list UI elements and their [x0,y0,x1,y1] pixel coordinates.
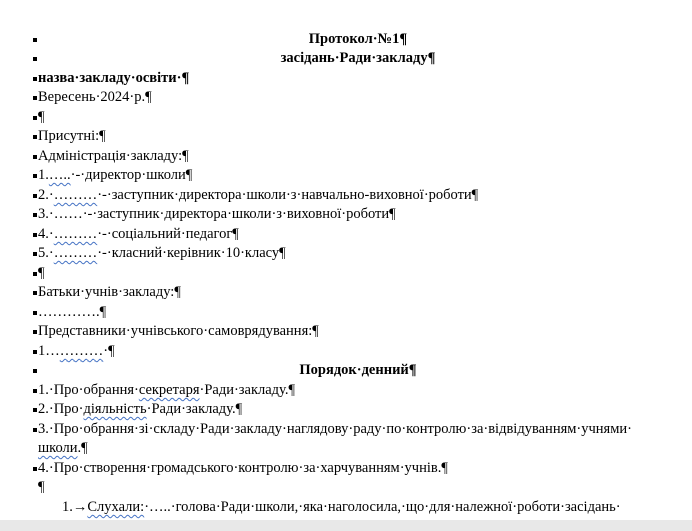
agenda-item-1-end: ·Ради·закладу.¶ [199,382,296,398]
agenda-item-2-flagged: діяльність [83,401,147,417]
paragraph-mark [33,213,37,217]
admin-item-1[interactable] [38,166,678,185]
admin-item-2-dots: ……… [53,187,98,203]
parents-header[interactable]: Батьки·учнів·закладу:¶ [38,284,181,300]
paragraph-mark [33,96,37,100]
agenda-item-1-flagged: секретаря [138,382,200,398]
admin-item-3[interactable]: 3.·……·-·заступник·директора·школи·з·виховної·роботи¶ [38,206,396,222]
institution-name[interactable]: назва·закладу·освіти·¶ [38,70,190,86]
protocol-title[interactable]: Протокол·№1¶ [308,31,408,47]
admin-item-1-text: ·-·директор·школи¶ [70,167,193,183]
heard-item-text: ·…..·голова·Ради·школи,·яка·наголосила,·що·для·належної·роботи·засідань· [144,499,621,515]
admin-item-2[interactable] [38,186,678,205]
empty-paragraph[interactable]: ¶ [38,479,45,495]
paragraph-mark [33,408,37,412]
admin-item-4-text: ·-·соціальний·педагог¶ [97,226,239,242]
agenda-item-4[interactable]: 4.·Про·створення·громадського·контролю·за·харчуванням·учнів.¶ [38,460,448,476]
admin-item-5-text: ·-·класний·керівник·10·класу¶ [97,245,286,261]
paragraph-mark [33,311,37,315]
empty-paragraph[interactable]: ¶ [38,265,45,281]
page-bottom-edge [0,520,692,531]
paragraph-mark [33,194,37,198]
agenda-item-1-text: 1.·Про·обрання· [38,382,139,398]
students-item-1-dots: ……… [59,343,104,359]
heard-item-label: Слухали: [87,499,145,515]
paragraph-mark [33,174,37,178]
admin-item-4[interactable] [38,225,678,244]
admin-item-2-num: 2.· [38,187,54,203]
agenda-item-3-end: .¶ [77,440,88,456]
paragraph-mark [33,155,37,159]
paragraph-mark [33,428,37,432]
students-item-1-num: 1… [38,343,60,359]
protocol-subtitle[interactable]: засідань·Ради·закладу¶ [280,50,436,66]
admin-item-5[interactable] [38,244,678,263]
paragraph-mark [33,233,37,237]
heard-item-num: 1.→ [62,499,88,515]
paragraph-mark [33,135,37,139]
admin-header[interactable]: Адміністрація·закладу:¶ [38,148,189,164]
admin-item-2-text: ·-·заступник·директора·школи·з·навчально-виховної·роботи¶ [97,187,479,203]
agenda-item-2[interactable] [38,400,678,419]
admin-item-5-dots: ……… [53,245,98,261]
paragraph-mark [33,252,37,256]
paragraph-mark [33,330,37,334]
agenda-item-3-line1[interactable]: 3.·Про·обрання·зі·складу·Ради·закладу·наглядову·раду·по·контролю·за·відвідуванням·учнями· [38,421,632,437]
agenda-item-3-flagged: школи [38,440,78,456]
agenda-item-2-end: ·Ради·закладу.¶ [146,401,243,417]
admin-item-1-num: 1. [38,167,49,183]
agenda-item-1[interactable] [38,381,678,400]
paragraph-mark [33,272,37,276]
admin-item-1-dots: ….. [48,167,71,183]
paragraph-mark [33,38,37,42]
paragraph-mark [33,57,37,61]
agenda-item-3-line2[interactable] [38,439,678,458]
agenda-title[interactable]: Порядок·денний¶ [299,362,417,378]
students-item-1[interactable] [38,342,678,361]
students-item-1-text: ·¶ [103,343,115,359]
date-line[interactable]: Вересень·2024·р.¶ [38,89,152,105]
heard-item[interactable] [62,498,682,517]
empty-paragraph[interactable]: ¶ [38,109,45,125]
admin-item-5-num: 5.· [38,245,54,261]
paragraph-mark [33,389,37,393]
paragraph-mark [33,77,37,81]
paragraph-mark [33,467,37,471]
agenda-item-2-text: 2.·Про· [38,401,84,417]
present-label[interactable]: Присутні:¶ [38,128,106,144]
students-header[interactable]: Представники·учнівського·самоврядування:¶ [38,323,319,339]
paragraph-mark [33,291,37,295]
paragraph-mark [33,116,37,120]
admin-item-4-num: 4.· [38,226,54,242]
parents-list[interactable]: ………….¶ [38,304,107,320]
paragraph-mark [33,369,37,373]
paragraph-mark [33,350,37,354]
admin-item-4-dots: ……… [53,226,98,242]
